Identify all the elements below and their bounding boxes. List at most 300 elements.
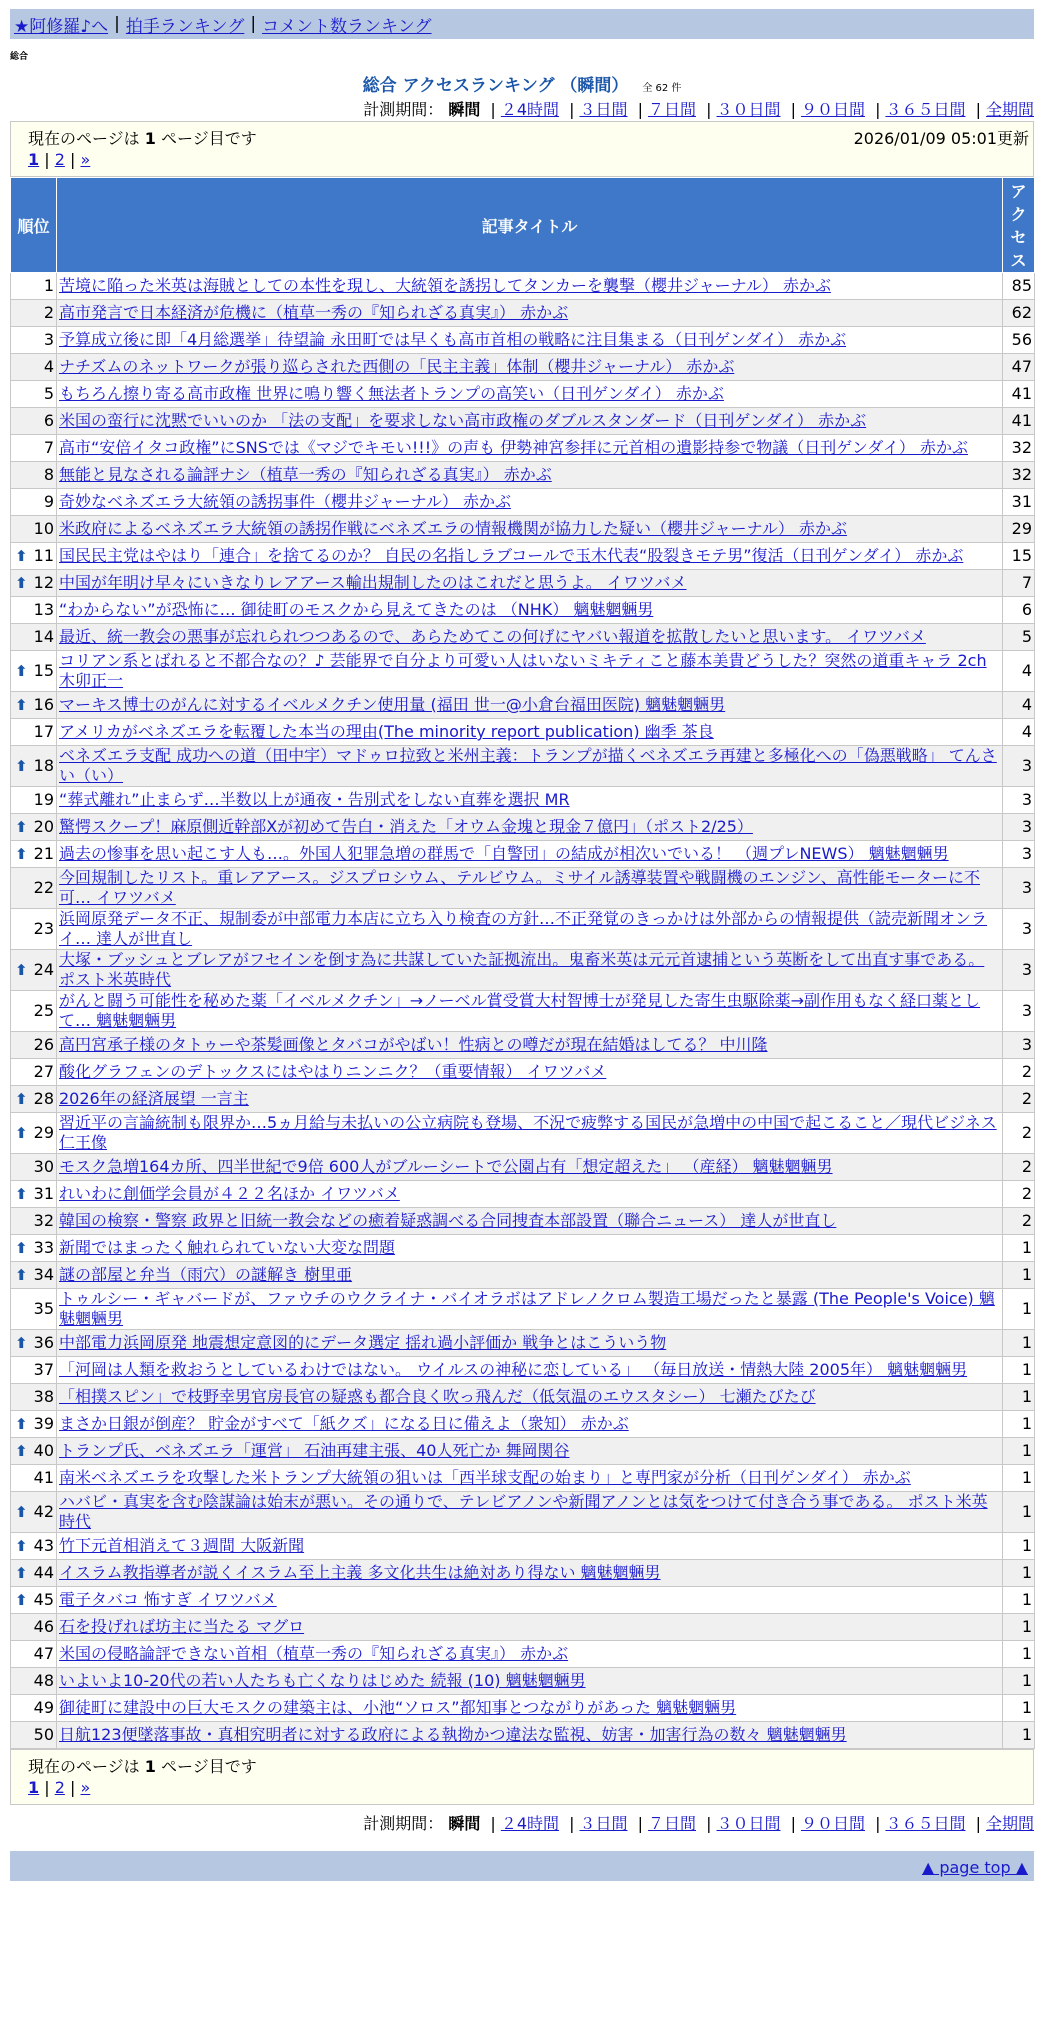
rank-number: 16 bbox=[33, 695, 54, 714]
rank-cell bbox=[11, 597, 57, 624]
title-cell bbox=[57, 1032, 1003, 1059]
rank-cell bbox=[11, 489, 57, 516]
article-link[interactable]: 高市“安倍イタコ政権”にSNSでは《マジでキモい!!!》の声も 伊勢神宮参拝に元首相の遺影持参で物議（日刊ゲンダイ） 赤かぶ bbox=[59, 438, 968, 457]
access-count: 2 bbox=[1003, 1154, 1035, 1181]
rank-cell bbox=[11, 1722, 57, 1749]
access-count: 3 bbox=[1003, 787, 1035, 814]
access-count: 41 bbox=[1003, 381, 1035, 408]
article-link[interactable]: イスラム教指導者が説くイスラム至上主義 多文化共生は絶対あり得ない 魑魅魍魎男 bbox=[59, 1563, 661, 1582]
table-row bbox=[11, 991, 1035, 1032]
table-row bbox=[11, 489, 1035, 516]
table-row bbox=[11, 570, 1035, 597]
table-row bbox=[11, 1695, 1035, 1722]
rank-cell bbox=[11, 841, 57, 868]
table-row bbox=[11, 841, 1035, 868]
rank-cell bbox=[11, 273, 57, 300]
article-link[interactable]: ハバビ・真実を含む陰謀論は始末が悪い。その通りで、テレビアノンや新聞アノンとは気をつけて付き合う事である。 ポスト米英時代 bbox=[59, 1492, 988, 1531]
title-cell bbox=[57, 787, 1003, 814]
rank-cell bbox=[11, 814, 57, 841]
title-cell bbox=[57, 300, 1003, 327]
period-link-30d[interactable]: ３０日間 bbox=[716, 100, 781, 119]
total-count: 全 62 件 bbox=[642, 83, 682, 94]
rank-number: 24 bbox=[33, 960, 54, 979]
table-row bbox=[11, 1438, 1035, 1465]
article-link[interactable]: 「河岡は人類を救おうとしているわけではない。 ウイルスの神秘に恋している」 （毎日放送・情熱大陸 2005年） 魑魅魍魎男 bbox=[59, 1360, 968, 1379]
rank-number: 36 bbox=[33, 1333, 54, 1352]
article-link[interactable]: 酸化グラフェンのデトックスにはやはりニンニク？（重要情報） イワツバメ bbox=[59, 1062, 607, 1081]
rank-number: 38 bbox=[33, 1387, 54, 1406]
rank-number: 46 bbox=[33, 1617, 54, 1636]
table-row bbox=[11, 950, 1035, 991]
page-top-link[interactable]: ▲ page top ▲ bbox=[921, 1858, 1028, 1877]
period-link-3d-bottom[interactable]: ３日間 bbox=[579, 1814, 628, 1833]
nav-separator: | bbox=[250, 14, 257, 34]
access-count: 1 bbox=[1003, 1411, 1035, 1438]
rank-up-arrow-icon: ⬆ bbox=[15, 1591, 28, 1609]
rank-number: 9 bbox=[43, 492, 54, 511]
table-row bbox=[11, 1330, 1035, 1357]
rank-up-arrow-icon: ⬆ bbox=[15, 1124, 28, 1142]
access-count: 15 bbox=[1003, 543, 1035, 570]
rank-cell bbox=[11, 1438, 57, 1465]
rank-cell bbox=[11, 462, 57, 489]
rank-number: 8 bbox=[43, 465, 54, 484]
article-link[interactable]: 過去の惨事を思い起こす人も…。外国人犯罪急増の群馬で「自警団」の結成が相次いでいる！ （週プレNEWS） 魑魅魍魎男 bbox=[59, 844, 949, 863]
rank-up-arrow-icon: ⬆ bbox=[15, 547, 28, 565]
article-link[interactable]: 今回規制したリスト。重レアアース。ジスプロシウム、テルビウム。ミサイル誘導装置や戦闘機のエンジン、高性能モーターに不可… イワツバメ bbox=[59, 868, 980, 907]
article-link[interactable]: 中部電力浜岡原発 地震想定意図的にデータ選定 揺れ過小評価か 戦争とはこういう物 bbox=[59, 1333, 667, 1352]
article-link[interactable]: 大塚・ブッシュとブレアがフセインを倒す為に共謀していた証拠流出。鬼畜米英は元元首逮捕という英断をして出直す事である。 ポスト米英時代 bbox=[59, 950, 985, 989]
table-row bbox=[11, 300, 1035, 327]
rank-up-arrow-icon: ⬆ bbox=[15, 662, 28, 680]
article-link[interactable]: トゥルシー・ギャバードが、ファウチのウクライナ・バイオラボはアドレノクロム製造工場だったと暴露 (The People's Voice) 魑魅魍魎男 bbox=[59, 1289, 995, 1328]
table-row bbox=[11, 543, 1035, 570]
rank-number: 45 bbox=[33, 1590, 54, 1609]
table-row bbox=[11, 273, 1035, 300]
access-count: 1 bbox=[1003, 1614, 1035, 1641]
article-link[interactable]: モスク急増164カ所、四半世紀で9倍 600人がブルーシートで公園占有「想定超えた」 （産経） 魑魅魍魎男 bbox=[59, 1157, 833, 1176]
ranking-title: 総合 アクセスランキング （瞬間） bbox=[362, 76, 629, 96]
rank-number: 31 bbox=[33, 1184, 54, 1203]
title-cell bbox=[57, 1330, 1003, 1357]
article-link[interactable]: 米国の蛮行に沈黙でいいのか 「法の支配」を要求しない高市政権のダブルスタンダード（日刊ゲンダイ） 赤かぶ bbox=[59, 411, 867, 430]
rank-number: 7 bbox=[43, 438, 54, 457]
pagination-top: 現在のページは 1 ページ目です 2026/01/09 05:01更新 1 | 2 | » bbox=[10, 121, 1034, 177]
comment-ranking-link[interactable]: コメント数ランキング bbox=[262, 16, 432, 37]
rank-cell bbox=[11, 868, 57, 909]
rank-cell bbox=[11, 1668, 57, 1695]
title-cell bbox=[57, 909, 1003, 950]
title-cell bbox=[57, 692, 1003, 719]
article-link[interactable]: 国民民主党はやはり「連合」を捨てるのか？ 自民の名指しラブコールで玉木代表“股裂きモテ男”復活（日刊ゲンダイ） 赤かぶ bbox=[59, 546, 964, 565]
rank-up-arrow-icon: ⬆ bbox=[15, 1239, 28, 1257]
access-count: 32 bbox=[1003, 435, 1035, 462]
title-cell bbox=[57, 1722, 1003, 1749]
access-count: 2 bbox=[1003, 1208, 1035, 1235]
article-link[interactable]: 苦境に陥った米英は海賊としての本性を現し、大統領を誘拐してタンカーを襲撃（櫻井ジャーナル） 赤かぶ bbox=[59, 276, 831, 295]
rank-cell bbox=[11, 570, 57, 597]
access-count: 7 bbox=[1003, 570, 1035, 597]
article-link[interactable]: 驚愕スクープ！麻原側近幹部Xが初めて告白・消えた「オウム金塊と現金７億円」（ポスト2/25） bbox=[59, 817, 753, 836]
rank-number: 44 bbox=[33, 1563, 54, 1582]
access-count: 5 bbox=[1003, 624, 1035, 651]
rank-number: 1 bbox=[43, 276, 54, 295]
rank-cell bbox=[11, 1641, 57, 1668]
rank-number: 29 bbox=[33, 1123, 54, 1142]
rank-cell bbox=[11, 1262, 57, 1289]
page-link-2-bottom[interactable]: 2 bbox=[54, 1778, 65, 1797]
rank-number: 39 bbox=[33, 1414, 54, 1433]
article-link[interactable]: 御徒町に建設中の巨大モスクの建築主は、小池“ソロス”都知事とつながりがあった 魑魅魍魎男 bbox=[59, 1698, 737, 1717]
article-link[interactable]: 米政府によるベネズエラ大統領の誘拐作戦にベネズエラの情報機関が協力した疑い（櫻井ジャーナル） 赤かぶ bbox=[59, 519, 847, 538]
access-count: 1 bbox=[1003, 1465, 1035, 1492]
article-link[interactable]: もちろん擦り寄る高市政権 世界に鳴り響く無法者トランプの高笑い（日刊ゲンダイ） 赤かぶ bbox=[59, 384, 724, 403]
rank-number: 37 bbox=[33, 1360, 54, 1379]
rank-cell bbox=[11, 408, 57, 435]
article-link[interactable]: ナチズムのネットワークが張り巡らされた西側の「民主主義」体制（櫻井ジャーナル） 赤かぶ bbox=[59, 357, 735, 376]
rank-cell bbox=[11, 1086, 57, 1113]
title-cell bbox=[57, 814, 1003, 841]
access-count: 3 bbox=[1003, 746, 1035, 787]
rank-cell bbox=[11, 1533, 57, 1560]
title-cell bbox=[57, 1181, 1003, 1208]
rank-cell bbox=[11, 1059, 57, 1086]
table-row bbox=[11, 1641, 1035, 1668]
access-count: 1 bbox=[1003, 1695, 1035, 1722]
title-cell bbox=[57, 1411, 1003, 1438]
rank-cell bbox=[11, 1154, 57, 1181]
title-cell bbox=[57, 1465, 1003, 1492]
access-count: 4 bbox=[1003, 719, 1035, 746]
title-cell bbox=[57, 408, 1003, 435]
table-row bbox=[11, 354, 1035, 381]
period-link-all-bottom[interactable]: 全期間 bbox=[985, 1814, 1034, 1833]
ranking-table bbox=[10, 177, 1035, 1749]
header-access: アクセス bbox=[1003, 178, 1035, 273]
title-cell bbox=[57, 991, 1003, 1032]
access-count: 2 bbox=[1003, 1113, 1035, 1154]
access-count: 1 bbox=[1003, 1492, 1035, 1533]
title-cell bbox=[57, 597, 1003, 624]
period-current: 瞬間 bbox=[448, 100, 481, 119]
access-count: 3 bbox=[1003, 868, 1035, 909]
home-link[interactable]: ★阿修羅♪へ bbox=[14, 16, 109, 37]
rank-number: 30 bbox=[33, 1157, 54, 1176]
table-row bbox=[11, 746, 1035, 787]
access-count: 62 bbox=[1003, 300, 1035, 327]
article-link[interactable]: ベネズエラ支配 成功への道（田中宇）マドゥロ拉致と米州主義：トランプが描くベネズエラ再建と多極化への「偽悪戦略」 てんさい（い） bbox=[59, 746, 997, 785]
rank-up-arrow-icon: ⬆ bbox=[15, 1266, 28, 1284]
rank-number: 6 bbox=[43, 411, 54, 430]
access-count: 4 bbox=[1003, 692, 1035, 719]
rank-cell bbox=[11, 1465, 57, 1492]
rank-cell bbox=[11, 435, 57, 462]
next-page-link[interactable]: » bbox=[80, 150, 91, 169]
article-link[interactable]: 電子タバコ 怖すぎ イワツバメ bbox=[59, 1590, 277, 1609]
title-cell bbox=[57, 1086, 1003, 1113]
article-link[interactable]: “葬式離れ”止まらず…半数以上が通夜・告別式をしない直葬を選択 MR bbox=[59, 790, 570, 809]
article-link[interactable]: れいわに創価学会員が４２２名ほか イワツバメ bbox=[59, 1184, 400, 1203]
rank-cell bbox=[11, 516, 57, 543]
access-count: 3 bbox=[1003, 1032, 1035, 1059]
period-link-7d[interactable]: ７日間 bbox=[647, 100, 696, 119]
rank-up-arrow-icon: ⬆ bbox=[15, 574, 28, 592]
article-link[interactable]: まさか日銀が倒産？ 貯金がすべて「紙クズ」になる日に備えよ（衆知） 赤かぶ bbox=[59, 1414, 629, 1433]
article-link[interactable]: 高市発言で日本経済が危機に（植草一秀の『知られざる真実』） 赤かぶ bbox=[59, 303, 569, 322]
table-row bbox=[11, 624, 1035, 651]
article-link[interactable]: 中国が年明け早々にいきなりレアアース輸出規制したのはこれだと思うよ。 イワツバメ bbox=[59, 573, 687, 592]
article-link[interactable]: 奇妙なベネズエラ大統領の誘拐事件（櫻井ジャーナル） 赤かぶ bbox=[59, 492, 511, 511]
updated-timestamp: 2026/01/09 05:01更新 bbox=[853, 129, 1029, 148]
article-link[interactable]: がんと闘う可能性を秘めた薬「イベルメクチン」→ノーベル賞受賞大村智博士が発見した寄生虫駆除薬→副作用もなく経口薬として… 魑魅魍魎男 bbox=[59, 991, 981, 1030]
title-cell bbox=[57, 841, 1003, 868]
article-link[interactable]: いよいよ10-20代の若い人たちも亡くなりはじめた 続報 (10) 魑魅魍魎男 bbox=[59, 1671, 586, 1690]
rank-cell bbox=[11, 1032, 57, 1059]
rank-cell bbox=[11, 1587, 57, 1614]
access-count: 1 bbox=[1003, 1438, 1035, 1465]
rank-number: 20 bbox=[33, 817, 54, 836]
article-link[interactable]: “わからない”が恐怖に… 御徒町のモスクから見えてきたのは （NHK） 魑魅魍魎男 bbox=[59, 600, 654, 619]
table-row bbox=[11, 787, 1035, 814]
rank-number: 17 bbox=[33, 722, 54, 741]
title-cell bbox=[57, 273, 1003, 300]
article-link[interactable]: 新聞ではまったく触れられていない大変な問題 bbox=[59, 1238, 396, 1257]
clap-ranking-link[interactable]: 拍手ランキング bbox=[125, 16, 245, 37]
article-link[interactable]: 謎の部屋と弁当（雨穴）の謎解き 樹里亜 bbox=[59, 1265, 353, 1284]
rank-number: 33 bbox=[33, 1238, 54, 1257]
title-cell bbox=[57, 327, 1003, 354]
access-count: 1 bbox=[1003, 1641, 1035, 1668]
article-link[interactable]: 予算成立後に即「4月総選挙」待望論 永田町では早くも高市首相の戦略に注目集まる（日刊ゲンダイ） 赤かぶ bbox=[59, 330, 847, 349]
rank-cell bbox=[11, 327, 57, 354]
rank-cell bbox=[11, 1235, 57, 1262]
rank-number: 47 bbox=[33, 1644, 54, 1663]
rank-number: 19 bbox=[33, 790, 54, 809]
article-link[interactable]: 「相撲スピン」で枝野幸男官房長官の疑惑も都合良く吹っ飛んだ（低気温のエウスタシー） 七瀬たびたび bbox=[59, 1387, 816, 1406]
rank-up-arrow-icon: ⬆ bbox=[15, 1090, 28, 1108]
access-count: 56 bbox=[1003, 327, 1035, 354]
rank-cell bbox=[11, 950, 57, 991]
article-link[interactable]: 南米ベネズエラを攻撃した米トランプ大統領の狙いは「西半球支配の始まり」と専門家が分析（日刊ゲンダイ） 赤かぶ bbox=[59, 1468, 911, 1487]
rank-cell bbox=[11, 719, 57, 746]
period-link-30d-bottom[interactable]: ３０日間 bbox=[716, 1814, 781, 1833]
title-cell bbox=[57, 1587, 1003, 1614]
title-cell bbox=[57, 381, 1003, 408]
table-row bbox=[11, 868, 1035, 909]
rank-cell bbox=[11, 1357, 57, 1384]
article-link[interactable]: マーキス博士のがんに対するイベルメクチン使用量 (福田 世一@小倉台福田医院) 魑魅魍魎男 bbox=[59, 695, 726, 714]
period-link-90d-bottom[interactable]: ９０日間 bbox=[800, 1814, 865, 1833]
page-link-2[interactable]: 2 bbox=[54, 150, 65, 169]
article-link[interactable]: アメリカがベネズエラを転覆した本当の理由(The minority report publication) 幽季 茶良 bbox=[59, 722, 714, 741]
article-link[interactable]: 無能と見なされる論評ナシ（植草一秀の『知られざる真実』） 赤かぶ bbox=[59, 465, 552, 484]
table-row bbox=[11, 1235, 1035, 1262]
access-count: 1 bbox=[1003, 1587, 1035, 1614]
table-row bbox=[11, 1113, 1035, 1154]
table-row bbox=[11, 909, 1035, 950]
rank-up-arrow-icon: ⬆ bbox=[15, 961, 28, 979]
rank-cell bbox=[11, 1181, 57, 1208]
access-count: 2 bbox=[1003, 1059, 1035, 1086]
header-rank: 順位 bbox=[11, 178, 57, 273]
period-link-3d[interactable]: ３日間 bbox=[579, 100, 628, 119]
header-title: 記事タイトル bbox=[57, 178, 1003, 273]
title-cell bbox=[57, 1614, 1003, 1641]
title-cell bbox=[57, 1641, 1003, 1668]
title-cell bbox=[57, 868, 1003, 909]
period-link-90d[interactable]: ９０日間 bbox=[800, 100, 865, 119]
article-link[interactable]: コリアン系とばれると不都合なの？♪ 芸能界で自分より可愛い人はいないミキティこと藤本美貴どうした？突然の道重キャラ 2ch 木卯正一 bbox=[59, 651, 987, 690]
rank-number: 15 bbox=[33, 661, 54, 680]
rank-cell bbox=[11, 1208, 57, 1235]
table-row bbox=[11, 1668, 1035, 1695]
page-link-1-bottom[interactable]: 1 bbox=[28, 1778, 40, 1797]
article-link[interactable]: 最近、統一教会の悪事が忘れられつつあるので、あらためてこの何げにヤバい報道を拡散したいと思います。 イワツバメ bbox=[59, 627, 926, 646]
rank-cell bbox=[11, 543, 57, 570]
rank-number: 5 bbox=[43, 384, 54, 403]
next-page-link-bottom[interactable]: » bbox=[80, 1778, 91, 1797]
title-cell bbox=[57, 746, 1003, 787]
rank-cell bbox=[11, 354, 57, 381]
access-count: 1 bbox=[1003, 1668, 1035, 1695]
rank-number: 12 bbox=[33, 573, 54, 592]
article-link[interactable]: 2026年の経済展望 一言主 bbox=[59, 1089, 249, 1108]
rank-number: 22 bbox=[33, 878, 54, 897]
article-link[interactable]: 石を投げれば坊主に当たる マグロ bbox=[59, 1617, 305, 1636]
title-cell bbox=[57, 1492, 1003, 1533]
table-row bbox=[11, 692, 1035, 719]
period-link-365d-bottom[interactable]: ３６５日間 bbox=[885, 1814, 966, 1833]
rank-number: 34 bbox=[33, 1265, 54, 1284]
table-row bbox=[11, 1086, 1035, 1113]
rank-cell bbox=[11, 746, 57, 787]
rank-cell bbox=[11, 1411, 57, 1438]
table-row bbox=[11, 1262, 1035, 1289]
rank-cell bbox=[11, 1560, 57, 1587]
table-row bbox=[11, 1465, 1035, 1492]
article-link[interactable]: 韓国の検察・警察 政界と旧統一教会などの癒着疑惑調べる合同捜査本部設置（聯合ニュース） 達人が世直し bbox=[59, 1211, 837, 1230]
title-cell bbox=[57, 1384, 1003, 1411]
rank-number: 41 bbox=[33, 1468, 54, 1487]
access-count: 1 bbox=[1003, 1533, 1035, 1560]
title-cell bbox=[57, 1208, 1003, 1235]
access-count: 3 bbox=[1003, 909, 1035, 950]
rank-number: 23 bbox=[33, 919, 54, 938]
table-row bbox=[11, 597, 1035, 624]
rank-number: 25 bbox=[33, 1001, 54, 1020]
current-page-text: 現在のページは 1 ページ目です bbox=[28, 129, 257, 148]
article-link[interactable]: 日航123便墜落事故・真相究明者に対する政府による執拗かつ違法な監視、妨害・加害行為の数々 魑魅魍魎男 bbox=[59, 1725, 847, 1744]
rank-up-arrow-icon: ⬆ bbox=[15, 1185, 28, 1203]
title-cell bbox=[57, 462, 1003, 489]
access-count: 1 bbox=[1003, 1560, 1035, 1587]
rank-number: 49 bbox=[33, 1698, 54, 1717]
access-count: 1 bbox=[1003, 1357, 1035, 1384]
rank-cell bbox=[11, 1113, 57, 1154]
table-row bbox=[11, 1059, 1035, 1086]
period-link-all[interactable]: 全期間 bbox=[985, 100, 1034, 119]
rank-up-arrow-icon: ⬆ bbox=[15, 1564, 28, 1582]
rank-up-arrow-icon: ⬆ bbox=[15, 1415, 28, 1433]
rank-up-arrow-icon: ⬆ bbox=[15, 696, 28, 714]
article-link[interactable]: 竹下元首相消えて３週間 大阪新聞 bbox=[59, 1536, 305, 1555]
rank-cell bbox=[11, 1384, 57, 1411]
access-count: 2 bbox=[1003, 1086, 1035, 1113]
rank-cell bbox=[11, 1330, 57, 1357]
table-row bbox=[11, 651, 1035, 692]
rank-number: 40 bbox=[33, 1441, 54, 1460]
table-row bbox=[11, 462, 1035, 489]
table-row bbox=[11, 1181, 1035, 1208]
footer-bar bbox=[10, 1851, 1034, 1881]
rank-number: 35 bbox=[33, 1299, 54, 1318]
page-link-1[interactable]: 1 bbox=[28, 150, 40, 169]
title-cell bbox=[57, 1262, 1003, 1289]
table-row bbox=[11, 381, 1035, 408]
rank-cell bbox=[11, 1695, 57, 1722]
table-row bbox=[11, 1154, 1035, 1181]
top-nav-bar bbox=[10, 9, 1034, 39]
article-link[interactable]: 浜岡原発データ不正、規制委が中部電力本店に立ち入り検査の方針…不正発覚のきっかけは外部からの情報提供（読売新聞オンライ… 達人が世直し bbox=[59, 909, 988, 948]
category-label: 総合 bbox=[10, 52, 29, 62]
title-cell bbox=[57, 1357, 1003, 1384]
access-count: 31 bbox=[1003, 489, 1035, 516]
current-page-text-bottom: 現在のページは 1 ページ目です bbox=[28, 1757, 257, 1776]
period-link-24h-bottom[interactable]: ２4時間 bbox=[500, 1814, 559, 1833]
rank-number: 3 bbox=[43, 330, 54, 349]
title-cell bbox=[57, 1154, 1003, 1181]
rank-number: 10 bbox=[33, 519, 54, 538]
table-row bbox=[11, 1032, 1035, 1059]
access-count: 1 bbox=[1003, 1330, 1035, 1357]
article-link[interactable]: 米国の侵略論評できない首相（植草一秀の『知られざる真実』） 赤かぶ bbox=[59, 1644, 569, 1663]
access-count: 1 bbox=[1003, 1384, 1035, 1411]
article-link[interactable]: 高円宮承子様のタトゥーや茶髪画像とタバコがやばい！性病との噂だが現在結婚はしてる？ 中川隆 bbox=[59, 1035, 768, 1054]
table-row bbox=[11, 1533, 1035, 1560]
access-count: 3 bbox=[1003, 814, 1035, 841]
title-cell bbox=[57, 354, 1003, 381]
article-link[interactable]: 習近平の言論統制も限界か…5ヵ月給与未払いの公立病院も登場、不況で疲弊する国民が急増中の中国で起こること／現代ビジネス 仁王像 bbox=[59, 1113, 997, 1152]
access-count: 3 bbox=[1003, 841, 1035, 868]
table-row bbox=[11, 516, 1035, 543]
table-row bbox=[11, 1208, 1035, 1235]
title-cell bbox=[57, 516, 1003, 543]
title-cell bbox=[57, 1059, 1003, 1086]
rank-number: 21 bbox=[33, 844, 54, 863]
period-link-7d-bottom[interactable]: ７日間 bbox=[647, 1814, 696, 1833]
rank-number: 18 bbox=[33, 756, 54, 775]
access-count: 85 bbox=[1003, 273, 1035, 300]
rank-cell bbox=[11, 624, 57, 651]
rank-cell bbox=[11, 692, 57, 719]
access-count: 3 bbox=[1003, 950, 1035, 991]
rank-cell bbox=[11, 1492, 57, 1533]
period-link-365d[interactable]: ３６５日間 bbox=[885, 100, 966, 119]
title-cell bbox=[57, 624, 1003, 651]
rank-number: 2 bbox=[43, 303, 54, 322]
period-link-24h[interactable]: ２4時間 bbox=[500, 100, 559, 119]
table-row bbox=[11, 1384, 1035, 1411]
access-count: 4 bbox=[1003, 651, 1035, 692]
rank-cell bbox=[11, 909, 57, 950]
rank-number: 32 bbox=[33, 1211, 54, 1230]
access-count: 47 bbox=[1003, 354, 1035, 381]
access-count: 1 bbox=[1003, 1235, 1035, 1262]
rank-up-arrow-icon: ⬆ bbox=[15, 1537, 28, 1555]
article-link[interactable]: トランプ氏、ベネズエラ「運営」 石油再建主張、40人死亡か 舞岡関谷 bbox=[59, 1441, 570, 1460]
period-selector-bottom: 計測期間： 瞬間 | ２4時間 | ３日間 | ７日間 | ３０日間 | ９０日間 | ３６５日間 | 全期間 bbox=[363, 1814, 1034, 1833]
title-cell bbox=[57, 651, 1003, 692]
